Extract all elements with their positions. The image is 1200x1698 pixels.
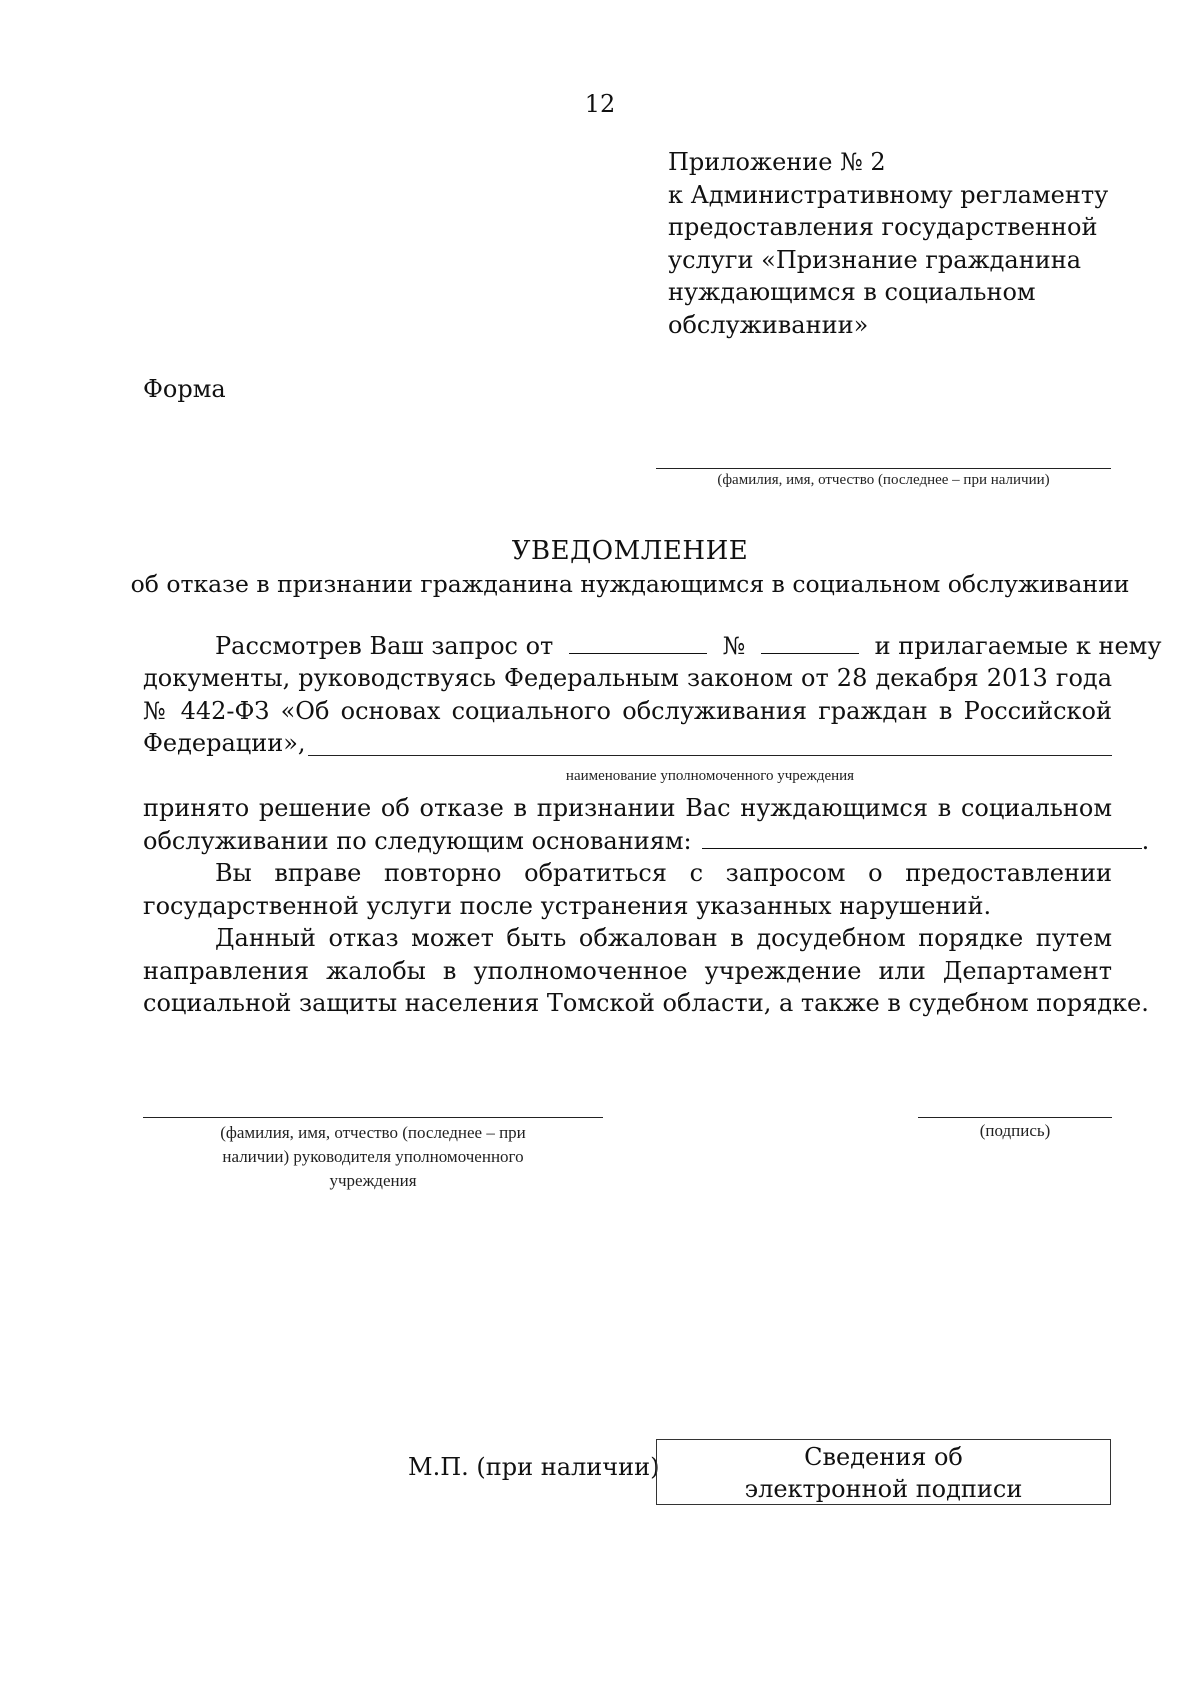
grounds-blank [702, 826, 1142, 849]
appendix-line: услуги «Признание гражданина [668, 245, 1082, 274]
paragraph1-line1: Рассмотрев Ваш запрос от № и прилагаемые к нему [215, 632, 1162, 660]
appendix-line: к Административному регламенту [668, 180, 1109, 209]
institution-name-line [308, 755, 1112, 756]
paragraph3-line1: Данный отказ может быть обжалован в досудебном порядке путем [215, 924, 1112, 952]
paragraph3-line3: социальной защиты населения Томской области, а также в судебном порядке. [143, 989, 1149, 1017]
recipient-caption: (фамилия, имя, отчество (последнее – при наличии) [717, 472, 1050, 488]
appendix-line: предоставления государственной [668, 213, 1098, 241]
form-label: Форма [143, 375, 226, 403]
head-name-caption: (фамилия, имя, отчество (последнее – при наличии) руководителя уполномоченного учреждения [220, 1123, 526, 1190]
paragraph1-line5: принято решение об отказе в признании Вас нуждающимся в социальном [143, 794, 1112, 822]
page-number: 12 [584, 90, 616, 118]
request-number-blank [761, 631, 859, 654]
head-name-line [143, 1117, 603, 1118]
paragraph1-line3: № 442-ФЗ «Об основах социального обслуживания граждан в Российской [143, 697, 1112, 725]
paragraph1-line4: Федерации», [143, 729, 306, 757]
appendix-line: обслуживании» [668, 310, 869, 339]
paragraph1-line2: документы, руководствуясь Федеральным законом от 28 декабря 2013 года [143, 664, 1112, 692]
paragraph1-line6: обслуживании по следующим основаниям: . [143, 827, 1150, 855]
recipient-name-line [656, 468, 1111, 469]
appendix-line: Приложение № 2 [668, 148, 886, 176]
paragraph2-line1: Вы вправе повторно обратиться с запросом о предоставлении [215, 859, 1112, 887]
document-subtitle: об отказе в признании гражданина нуждающимся в социальном обслуживании [130, 570, 1130, 598]
appendix-line: нуждающимся в социальном [668, 278, 1036, 306]
institution-caption: наименование уполномоченного учреждения [565, 768, 855, 784]
request-date-blank [569, 631, 707, 654]
electronic-signature-box: Сведения об электронной подписи [656, 1439, 1111, 1505]
appendix-heading [668, 146, 1128, 341]
signature-line [918, 1117, 1112, 1118]
stamp-label: М.П. (при наличии) [408, 1453, 660, 1481]
paragraph3-line2: направления жалобы в уполномоченное учреждение или Департамент [143, 957, 1112, 985]
paragraph2-line2: государственной услуги после устранения указанных нарушений. [143, 892, 992, 920]
document-title: УВЕДОМЛЕНИЕ [511, 536, 749, 566]
signature-caption: (подпись) [979, 1121, 1051, 1140]
